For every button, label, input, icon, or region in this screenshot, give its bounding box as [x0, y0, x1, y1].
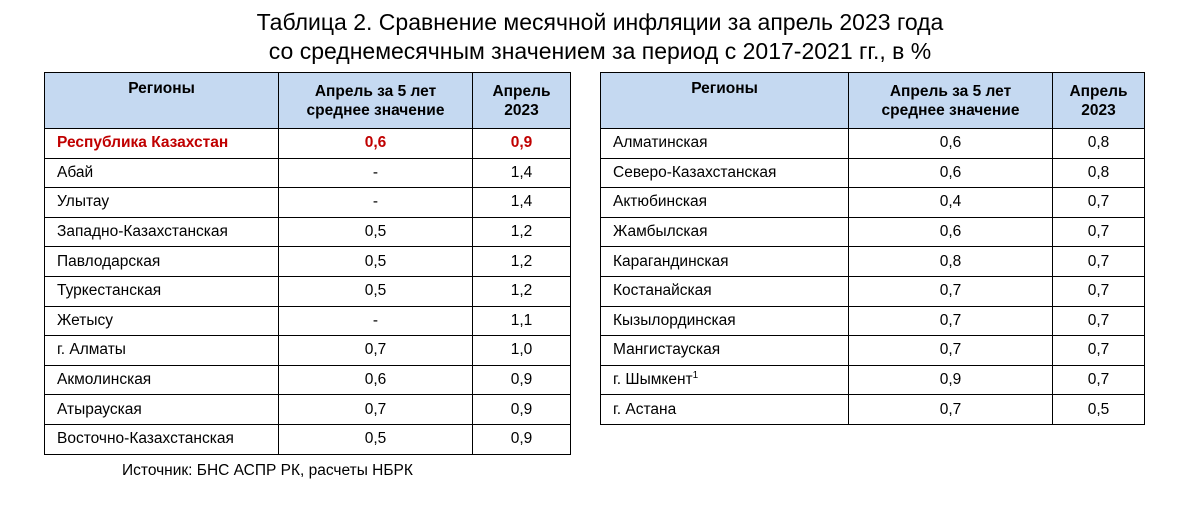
left-table-body — [45, 129, 571, 455]
avg-value-cell: 0,7 — [849, 395, 1053, 425]
region-name: Жетысу — [57, 311, 113, 329]
header-apr-line1: Апрель — [492, 82, 551, 100]
avg-value-cell: 0,7 — [849, 276, 1053, 306]
avg-value-cell: 0,7 — [849, 336, 1053, 366]
region-cell — [45, 306, 279, 336]
table-row — [601, 276, 1145, 306]
header-avg-line1: Апрель за 5 лет — [889, 82, 1012, 100]
avg-value-cell: 0,4 — [849, 188, 1053, 218]
header-avg-line2: среднее значение — [306, 101, 445, 119]
table-row — [601, 336, 1145, 366]
avg-value-cell: 0,6 — [849, 217, 1053, 247]
region-name: Мангистауская — [613, 341, 721, 359]
april-2023-cell: 1,0 — [473, 336, 571, 366]
region-cell — [45, 247, 279, 277]
region-cell — [601, 395, 849, 425]
avg-value-cell: - — [279, 306, 473, 336]
region-name: Туркестанская — [57, 282, 162, 300]
table-row — [45, 424, 571, 454]
avg-value-cell: 0,6 — [279, 365, 473, 395]
avg-value-cell: 0,7 — [849, 306, 1053, 336]
region-cell — [45, 276, 279, 306]
region-name: Кызылординская — [613, 311, 736, 329]
region-cell — [601, 247, 849, 277]
region-cell — [601, 158, 849, 188]
region-name: Республика Казахстан — [57, 134, 229, 152]
table-row — [601, 188, 1145, 218]
region-cell — [601, 306, 849, 336]
april-2023-cell: 1,2 — [473, 276, 571, 306]
avg-value-cell: 0,9 — [849, 365, 1053, 395]
april-2023-cell: 0,9 — [473, 395, 571, 425]
region-cell — [45, 365, 279, 395]
region-name: Абай — [57, 163, 94, 181]
region-name: г. Астана — [613, 400, 677, 418]
header-avg — [849, 73, 1053, 129]
region-cell — [45, 217, 279, 247]
region-name: Восточно-Казахстанская — [57, 430, 234, 448]
april-2023-cell: 0,7 — [1053, 306, 1145, 336]
region-cell — [45, 424, 279, 454]
region-cell — [45, 158, 279, 188]
header-apr-line1: Апрель — [1069, 82, 1128, 100]
title-line-2: со среднемесячным значением за период с 2017-2021 гг., в % — [268, 38, 932, 64]
avg-value-cell: 0,7 — [279, 336, 473, 366]
region-name: Актюбинская — [613, 193, 707, 211]
april-2023-cell: 0,9 — [473, 365, 571, 395]
april-2023-cell: 1,2 — [473, 217, 571, 247]
right-table — [600, 72, 1145, 425]
header-row — [45, 73, 571, 129]
avg-value-cell: 0,5 — [279, 247, 473, 277]
avg-value-cell: 0,5 — [279, 217, 473, 247]
avg-value-cell: 0,6 — [279, 129, 473, 159]
region-name: Жамбылская — [613, 223, 708, 241]
region-name: Павлодарская — [57, 252, 161, 270]
table-title — [0, 8, 1200, 66]
avg-value-cell: 0,6 — [849, 129, 1053, 159]
table-row — [45, 395, 571, 425]
april-2023-cell: 0,7 — [1053, 217, 1145, 247]
april-2023-cell: 0,7 — [1053, 247, 1145, 277]
table-row — [45, 276, 571, 306]
table-row — [45, 306, 571, 336]
table-row — [601, 395, 1145, 425]
april-2023-cell: 0,5 — [1053, 395, 1145, 425]
header-avg-line1: Апрель за 5 лет — [314, 82, 437, 100]
region-name: Акмолинская — [57, 371, 152, 389]
avg-value-cell: 0,8 — [849, 247, 1053, 277]
header-apr-line2: 2023 — [504, 101, 539, 119]
region-cell — [45, 336, 279, 366]
region-cell — [45, 395, 279, 425]
april-2023-cell: 0,8 — [1053, 158, 1145, 188]
region-cell — [601, 188, 849, 218]
table-row — [45, 365, 571, 395]
region-cell — [601, 276, 849, 306]
region-cell — [601, 365, 849, 395]
avg-value-cell: 0,5 — [279, 424, 473, 454]
region-name: Алматинская — [613, 134, 708, 152]
region-name: Карагандинская — [613, 252, 729, 270]
region-cell — [601, 129, 849, 159]
header-region: Регионы — [601, 73, 849, 129]
table-row — [601, 306, 1145, 336]
table-row — [601, 365, 1145, 395]
table-row — [45, 336, 571, 366]
april-2023-cell: 1,1 — [473, 306, 571, 336]
avg-value-cell: 0,6 — [849, 158, 1053, 188]
april-2023-cell: 1,4 — [473, 188, 571, 218]
april-2023-cell: 1,4 — [473, 158, 571, 188]
region-name: Костанайская — [613, 282, 712, 300]
region-name: Западно-Казахстанская — [57, 223, 228, 241]
region-name: г. Алматы — [57, 341, 126, 359]
table-row — [601, 247, 1145, 277]
left-table — [44, 72, 571, 455]
table-row — [45, 247, 571, 277]
table-row — [601, 217, 1145, 247]
title-line-1: Таблица 2. Сравнение месячной инфляции за апрель 2023 года — [256, 9, 944, 35]
table-row — [601, 129, 1145, 159]
header-region: Регионы — [45, 73, 279, 129]
avg-value-cell: 0,7 — [279, 395, 473, 425]
avg-value-cell: - — [279, 188, 473, 218]
avg-value-cell: 0,5 — [279, 276, 473, 306]
table-row — [601, 158, 1145, 188]
header-row — [601, 73, 1145, 129]
region-cell — [45, 188, 279, 218]
header-apr — [1053, 73, 1145, 129]
region-cell — [45, 129, 279, 159]
footnote-mark: 1 — [692, 370, 699, 382]
header-apr-line2: 2023 — [1081, 101, 1116, 119]
april-2023-cell: 0,9 — [473, 424, 571, 454]
april-2023-cell: 1,2 — [473, 247, 571, 277]
region-name: Атырауская — [57, 400, 142, 418]
header-avg-line2: среднее значение — [881, 101, 1020, 119]
region-cell — [601, 336, 849, 366]
right-table-body — [601, 129, 1145, 425]
april-2023-cell: 0,7 — [1053, 336, 1145, 366]
april-2023-cell: 0,7 — [1053, 365, 1145, 395]
april-2023-cell: 0,7 — [1053, 276, 1145, 306]
april-2023-cell: 0,7 — [1053, 188, 1145, 218]
april-2023-cell: 0,8 — [1053, 129, 1145, 159]
table-row — [45, 158, 571, 188]
table-row — [45, 188, 571, 218]
region-cell — [601, 217, 849, 247]
region-name: Северо-Казахстанская — [613, 163, 777, 181]
region-name: г. Шымкент — [613, 371, 693, 389]
april-2023-cell: 0,9 — [473, 129, 571, 159]
header-avg — [279, 73, 473, 129]
source-note: Источник: БНС АСПР РК, расчеты НБРК — [122, 462, 413, 479]
region-name: Улытау — [57, 193, 110, 211]
table-row — [45, 129, 571, 159]
header-apr — [473, 73, 571, 129]
table-row — [45, 217, 571, 247]
avg-value-cell: - — [279, 158, 473, 188]
